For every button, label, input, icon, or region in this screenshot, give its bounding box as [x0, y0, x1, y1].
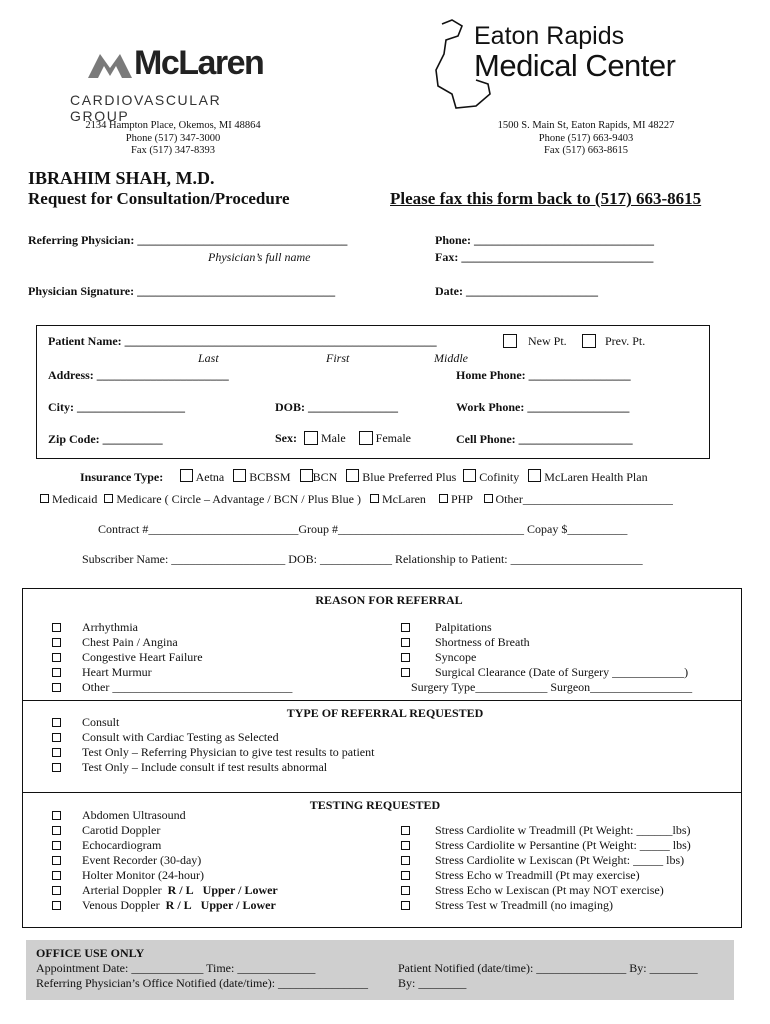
list-item: Surgical Clearance (Date of Surgery ____________): [435, 665, 689, 679]
list-item: Stress Echo w Treadmill (Pt may exercise): [435, 868, 640, 882]
female-checkbox[interactable]: [359, 431, 373, 445]
list-item: Stress Cardiolite w Persantine (Pt Weight: _____ lbs): [435, 838, 691, 852]
carotid-doppler-checkbox[interactable]: [52, 826, 61, 835]
contract-group-copay-line[interactable]: Contract #_________________________Group #_______________________________ Copay $__________: [98, 522, 628, 536]
other-insurance-checkbox[interactable]: [484, 494, 493, 503]
reason-right-checkboxes: [401, 620, 410, 680]
list-item: Shortness of Breath: [435, 635, 530, 649]
consult-with-testing-checkbox[interactable]: [52, 733, 61, 742]
mclaren-checkbox[interactable]: [370, 494, 379, 503]
arrhythmia-checkbox[interactable]: [52, 623, 61, 632]
cell-phone-field[interactable]: Cell Phone: ___________________: [456, 432, 633, 446]
fax-instruction: Please fax this form back to (517) 663-8615: [390, 189, 702, 208]
holter-monitor-checkbox[interactable]: [52, 871, 61, 880]
section-divider: [22, 792, 742, 793]
list-item: Abdomen Ultrasound: [82, 808, 186, 822]
test-only-referring-checkbox[interactable]: [52, 748, 61, 757]
list-item: Test Only – Referring Physician to give test results to patient: [82, 745, 375, 759]
reason-left-checkboxes: [52, 620, 61, 695]
medicare-checkbox[interactable]: [104, 494, 113, 503]
list-item: Congestive Heart Failure: [82, 650, 203, 664]
eaton-logo-line1: Eaton Rapids: [474, 22, 625, 50]
referral-type-list: [82, 715, 374, 775]
dob-field[interactable]: DOB: _______________: [275, 400, 398, 414]
female-label: Female: [375, 431, 411, 445]
stress-cardiolite-treadmill-checkbox[interactable]: [401, 826, 410, 835]
mclaren-logo: [70, 44, 284, 124]
list-item: Stress Echo w Lexiscan (Pt may NOT exercise): [435, 883, 664, 897]
referring-physician-field[interactable]: Referring Physician: ___________________________________: [28, 233, 348, 247]
chf-checkbox[interactable]: [52, 653, 61, 662]
mclaren-mark-icon: [86, 48, 134, 84]
new-pt-checkbox[interactable]: [503, 334, 517, 348]
stress-echo-lexiscan-checkbox[interactable]: [401, 886, 410, 895]
reason-title: REASON FOR REFERRAL: [315, 593, 463, 607]
list-item: Test Only – Include consult if test results abnormal: [82, 760, 328, 774]
event-recorder-checkbox[interactable]: [52, 856, 61, 865]
chest-pain-checkbox[interactable]: [52, 638, 61, 647]
subscriber-line[interactable]: Subscriber Name: ___________________ DOB: ____________ Relationship to Patient: ______________________: [82, 552, 643, 566]
reason-left-list: [82, 620, 292, 695]
list-item: Consult with Cardiac Testing as Selected: [82, 730, 279, 744]
testing-right-list: [435, 823, 691, 913]
zip-code-field[interactable]: Zip Code: __________: [48, 432, 163, 446]
venous-doppler-checkbox[interactable]: [52, 901, 61, 910]
list-item: Holter Monitor (24-hour): [82, 868, 204, 882]
by-line[interactable]: By: ________: [398, 976, 467, 990]
mclaren-subtitle: CARDIOVASCULAR GROUP: [70, 92, 222, 124]
list-item: Arterial Doppler R / L Upper / Lower: [82, 883, 278, 897]
syncope-checkbox[interactable]: [401, 653, 410, 662]
list-item: Echocardiogram: [82, 838, 162, 852]
physician-signature-field[interactable]: Physician Signature: _________________________________: [28, 284, 336, 298]
first-hint: First: [326, 351, 350, 365]
patient-notified-line[interactable]: Patient Notified (date/time): _______________ By: ________: [398, 961, 698, 975]
male-label: Male: [321, 431, 346, 445]
referral-type-title: TYPE OF REFERRAL REQUESTED: [286, 706, 484, 720]
list-item: Carotid Doppler: [82, 823, 161, 837]
list-item: Stress Cardiolite w Treadmill (Pt Weight: ______lbs): [435, 823, 691, 837]
testing-left-checkboxes: [52, 808, 61, 913]
form-title: Request for Consultation/Procedure: [28, 189, 290, 208]
referral-type-checkboxes: [52, 715, 61, 775]
abdomen-ultrasound-checkbox[interactable]: [52, 811, 61, 820]
stress-cardiolite-lexiscan-checkbox[interactable]: [401, 856, 410, 865]
reason-right-list: [435, 620, 688, 680]
office-notified-line[interactable]: Referring Physician’s Office Notified (date/time): _______________: [36, 976, 369, 990]
fax-field[interactable]: Fax: ________________________________: [435, 250, 654, 264]
home-phone-field[interactable]: Home Phone: _________________: [456, 368, 631, 382]
medicaid-checkbox[interactable]: [40, 494, 49, 503]
other-reason-checkbox[interactable]: [52, 683, 61, 692]
consult-checkbox[interactable]: [52, 718, 61, 727]
aetna-checkbox[interactable]: [180, 469, 193, 482]
stress-test-treadmill-checkbox[interactable]: [401, 901, 410, 910]
list-item: Heart Murmur: [82, 665, 152, 679]
list-item: Chest Pain / Angina: [82, 635, 178, 649]
section-divider: [22, 700, 742, 701]
list-item: Stress Test w Treadmill (no imaging): [435, 898, 613, 912]
list-item: Consult: [82, 715, 120, 729]
bcn-checkbox[interactable]: [300, 469, 313, 482]
middle-hint: Middle: [434, 351, 468, 365]
city-field[interactable]: City: __________________: [48, 400, 185, 414]
list-item: Arrhythmia: [82, 620, 138, 634]
stress-echo-treadmill-checkbox[interactable]: [401, 871, 410, 880]
patient-name-field[interactable]: Patient Name: ____________________________________________________: [48, 334, 437, 348]
new-pt-option[interactable]: New Pt.: [503, 334, 567, 349]
right-address: 1500 S. Main St, Eaton Rapids, MI 48227 Phone (517) 663-9403 Fax (517) 663-8615: [497, 120, 675, 156]
eaton-rapids-logo: [432, 14, 694, 110]
insurance-type-label: Insurance Type:: [80, 470, 164, 484]
testing-right-checkboxes: [401, 823, 410, 913]
insurance-row-1: Insurance Type: Aetna BCBSM BCN Blue Preferred Plus Cofinity McLaren Health Plan: [80, 470, 648, 484]
testing-title: TESTING REQUESTED: [309, 798, 441, 812]
eaton-logo-line2: Medical Center: [474, 48, 676, 83]
testing-left-list: [82, 808, 278, 913]
phone-field[interactable]: Phone: ______________________________: [435, 233, 654, 247]
blue-preferred-plus-checkbox[interactable]: [346, 469, 359, 482]
cofinity-checkbox[interactable]: [463, 469, 476, 482]
list-item: Event Recorder (30-day): [82, 853, 202, 867]
arterial-doppler-checkbox[interactable]: [52, 886, 61, 895]
mclaren-logo-text: McLaren: [134, 44, 264, 82]
office-use-title: OFFICE USE ONLY: [36, 946, 145, 960]
appointment-line[interactable]: Appointment Date: ____________ Time: _____________: [36, 961, 316, 975]
prev-pt-checkbox[interactable]: [582, 334, 596, 348]
list-item: Palpitations: [435, 620, 492, 634]
stress-cardiolite-persantine-checkbox[interactable]: [401, 841, 410, 850]
test-only-consult-checkbox[interactable]: [52, 763, 61, 772]
date-field[interactable]: Date: ______________________: [435, 284, 598, 298]
last-hint: Last: [198, 351, 219, 365]
shortness-of-breath-checkbox[interactable]: [401, 638, 410, 647]
address-field[interactable]: Address: ______________________: [48, 368, 229, 382]
prev-pt-option[interactable]: Prev. Pt.: [582, 334, 645, 349]
palpitations-checkbox[interactable]: [401, 623, 410, 632]
bcbsm-checkbox[interactable]: [233, 469, 246, 482]
doctor-name: IBRAHIM SHAH, M.D.: [28, 168, 215, 188]
work-phone-field[interactable]: Work Phone: _________________: [456, 400, 630, 414]
sex-field: Sex: Male Female: [275, 431, 411, 445]
physician-name-hint: Physician’s full name: [208, 250, 311, 264]
list-item: Venous Doppler R / L Upper / Lower: [82, 898, 276, 912]
surgical-clearance-checkbox[interactable]: [401, 668, 410, 677]
echocardiogram-checkbox[interactable]: [52, 841, 61, 850]
insurance-row-2: Medicaid Medicare ( Circle – Advantage / BCN / Plus Blue ) McLaren PHP Other_________________________: [40, 492, 673, 507]
mclaren-health-plan-checkbox[interactable]: [528, 469, 541, 482]
list-item: Stress Cardiolite w Lexiscan (Pt Weight: _____ lbs): [435, 853, 685, 867]
male-checkbox[interactable]: [304, 431, 318, 445]
surgery-type-line[interactable]: Surgery Type____________ Surgeon_________________: [411, 680, 693, 694]
left-address: 2134 Hampton Place, Okemos, MI 48864 Phone (517) 347-3000 Fax (517) 347-8393: [85, 120, 261, 156]
heart-murmur-checkbox[interactable]: [52, 668, 61, 677]
list-item: Other ______________________________: [82, 680, 293, 694]
list-item: Syncope: [435, 650, 477, 664]
php-checkbox[interactable]: [439, 494, 448, 503]
